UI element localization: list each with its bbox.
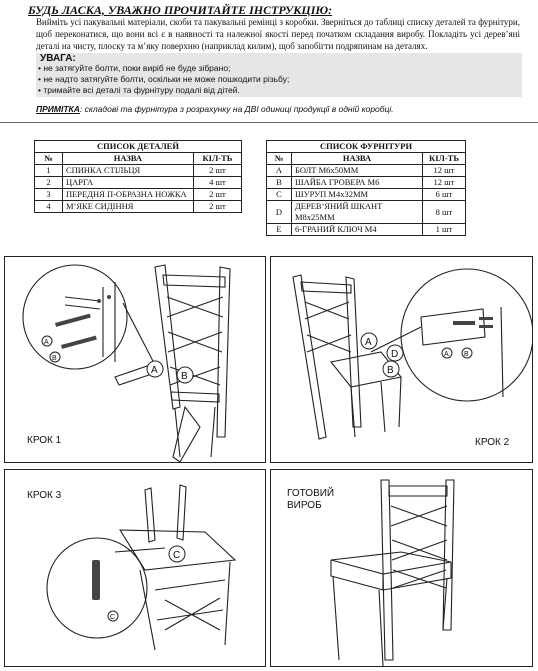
- table-cell: БОЛТ М6х50ММ: [292, 165, 423, 177]
- table-row: [35, 201, 242, 213]
- table-cell: ДЕРЕВ’ЯНИЙ ШКАНТ М8х25ММ: [292, 201, 423, 224]
- table-cell: D: [267, 201, 292, 224]
- table-row: [267, 165, 466, 177]
- marker-a: A: [44, 339, 49, 346]
- table-cell: 4: [35, 201, 63, 213]
- table-row: [35, 189, 242, 201]
- divider: [0, 122, 538, 123]
- table-cell: 2 шт: [193, 201, 241, 213]
- hardware-header-qty: КІЛ-ТЬ: [423, 153, 466, 165]
- marker-b: B: [464, 351, 469, 358]
- warning-item: • не затягуйте болти, поки виріб не буде зібрано;: [38, 63, 289, 74]
- marker-a: A: [151, 365, 158, 376]
- hardware-header-name: НАЗВА: [292, 153, 423, 165]
- finished-product-panel: [270, 469, 533, 667]
- table-cell: М’ЯКЕ СИДІННЯ: [62, 201, 193, 213]
- step-2-illustration: [271, 257, 532, 462]
- parts-header-qty: КІЛ-ТЬ: [193, 153, 241, 165]
- parts-table-title: СПИСОК ДЕТАЛЕЙ: [35, 141, 242, 153]
- step-3-panel: [4, 469, 266, 667]
- step-2-panel: [270, 256, 533, 463]
- note-label: ПРИМІТКА: [36, 104, 80, 114]
- marker-c: C: [173, 550, 181, 561]
- table-cell: 1 шт: [423, 224, 466, 236]
- finished-label-1: ГОТОВИЙ: [287, 488, 335, 499]
- parts-table: [34, 140, 242, 213]
- hardware-table: [266, 140, 466, 236]
- hardware-table-title: СПИСОК ФУРНІТУРИ: [267, 141, 466, 153]
- table-cell: 8 шт: [423, 201, 466, 224]
- step-1-illustration: [5, 257, 265, 462]
- table-cell: 12 шт: [423, 165, 466, 177]
- table-cell: E: [267, 224, 292, 236]
- marker-b: B: [387, 365, 394, 376]
- table-cell: ЦАРГА: [62, 177, 193, 189]
- step-2-label: КРОК 2: [475, 437, 510, 448]
- table-row: [35, 177, 242, 189]
- step-1-panel: [4, 256, 266, 463]
- table-cell: ШАЙБА ГРОВЕРА М6: [292, 177, 423, 189]
- marker-b: B: [181, 371, 188, 382]
- warning-title: УВАГА:: [40, 53, 76, 64]
- page-title: БУДЬ ЛАСКА, УВАЖНО ПРОЧИТАЙТЕ ІНСТРУКЦІЮ:: [28, 3, 333, 17]
- table-cell: A: [267, 165, 292, 177]
- marker-b: B: [52, 355, 57, 362]
- marker-a: A: [365, 337, 372, 348]
- table-cell: 12 шт: [423, 177, 466, 189]
- hardware-header-no: №: [267, 153, 292, 165]
- table-cell: 4 шт: [193, 177, 241, 189]
- table-cell: ШУРУП М4х32ММ: [292, 189, 423, 201]
- table-cell: ПЕРЕДНЯ П-ОБРАЗНА НОЖКА: [62, 189, 193, 201]
- step-3-label: КРОК 3: [27, 490, 62, 501]
- warning-item: • тримайте всі деталі та фурнітуру подалі від дітей.: [38, 85, 289, 96]
- table-cell: C: [267, 189, 292, 201]
- table-row: [35, 165, 242, 177]
- table-cell: СПИНКА СТІЛЬЦЯ: [62, 165, 193, 177]
- intro-paragraph: Вийміть усі пакувальні матеріали, скоби та пакувальні ремінці з коробки. Зверніться до таблиці списку деталей та фурнітури, щоб переконатися, що вони всі є в наявності та належної якості перед початком складання виробу. Покладіть усі дерев’яні деталі на чисту, плоску та м’яку поверхню (наприклад килим), щоб запобігти подряпинам на деталях.: [36, 17, 520, 51]
- table-cell: 6 шт: [423, 189, 466, 201]
- table-cell: 1: [35, 165, 63, 177]
- parts-header-name: НАЗВА: [62, 153, 193, 165]
- table-row: [267, 224, 466, 236]
- table-cell: 2 шт: [193, 189, 241, 201]
- table-row: [267, 177, 466, 189]
- marker-c: C: [110, 614, 116, 621]
- marker-d: D: [391, 349, 399, 360]
- table-cell: 2 шт: [193, 165, 241, 177]
- table-row: [267, 201, 466, 224]
- parts-header-no: №: [35, 153, 63, 165]
- finished-label-2: ВИРОБ: [287, 500, 322, 511]
- warning-list: [38, 63, 289, 96]
- table-cell: 2: [35, 177, 63, 189]
- step-1-label: КРОК 1: [27, 435, 62, 446]
- table-cell: 3: [35, 189, 63, 201]
- warning-item: • не надто затягуйте болти, оскільки не може пошкодити різьбу;: [38, 74, 289, 85]
- note: [36, 104, 394, 114]
- marker-a: A: [444, 351, 449, 358]
- table-cell: 6-ГРАНИЙ КЛЮЧ М4: [292, 224, 423, 236]
- note-text: : складові та фурнітура з розрахунку на ДВІ одиниці продукції в одній коробці.: [79, 104, 394, 114]
- table-row: [267, 189, 466, 201]
- table-cell: B: [267, 177, 292, 189]
